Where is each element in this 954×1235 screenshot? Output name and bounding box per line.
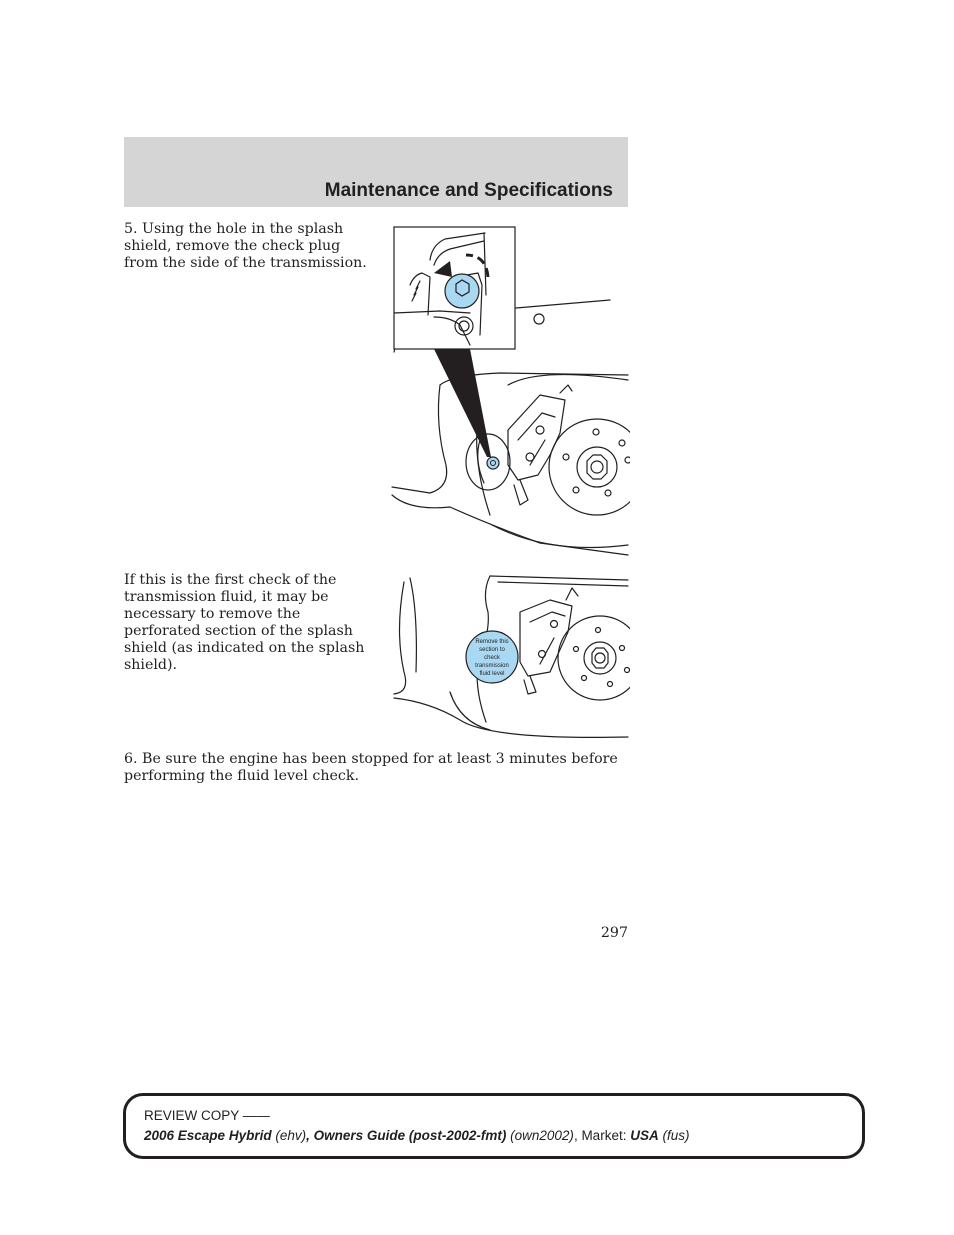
market-label: , Market: xyxy=(573,1128,631,1143)
body-line xyxy=(516,300,610,308)
guide-code: (own2002) xyxy=(506,1128,574,1143)
callout-line: fluid level xyxy=(479,671,505,677)
callout-line: transmission xyxy=(475,663,509,669)
document-info xyxy=(144,1128,689,1143)
step-6-text: 6. Be sure the engine has been stopped for at least 3 minutes before performing the fluid level check. xyxy=(124,751,618,784)
zoom-pointer xyxy=(434,349,491,457)
market-name: USA xyxy=(630,1128,659,1143)
check-plug-illustration xyxy=(390,225,630,560)
brake-caliper xyxy=(508,395,565,480)
review-copy-footer xyxy=(123,1093,865,1159)
market-code: (fus) xyxy=(658,1128,690,1143)
brake-rotor xyxy=(549,419,630,515)
section-header-band xyxy=(124,137,628,207)
guide-name: Owners Guide (post-2002-fmt) xyxy=(313,1128,507,1143)
page-number: 297 xyxy=(600,925,628,941)
body-hole xyxy=(534,314,544,324)
brake-caliper xyxy=(520,600,572,676)
callout-line: check xyxy=(484,655,500,661)
step-5-text: 5. Using the hole in the splash shield, remove the check plug from the side of the transmission. xyxy=(124,221,367,271)
splash-shield-illustration xyxy=(390,572,630,740)
review-copy-label: REVIEW COPY —— xyxy=(144,1108,270,1123)
first-check-text: If this is the first check of the transmission fluid, it may be necessary to remove the perforated section of the splash shield (as indicated on the splash shield). xyxy=(124,572,365,673)
section-title: Maintenance and Specifications xyxy=(324,180,613,201)
inset-check-plug xyxy=(445,274,479,308)
callout-line: Remove this xyxy=(475,639,509,645)
callout-line: section to xyxy=(479,647,505,653)
separator: , xyxy=(306,1128,314,1143)
check-plug xyxy=(487,457,499,469)
model-name: 2006 Escape Hybrid xyxy=(144,1128,272,1143)
hub-nut xyxy=(587,455,607,479)
model-code: (ehv) xyxy=(271,1128,307,1143)
